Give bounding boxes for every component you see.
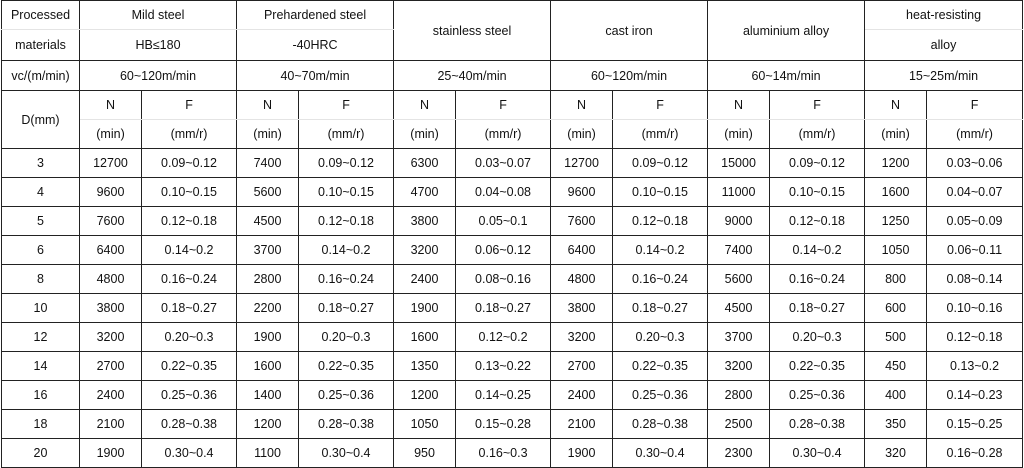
feed-value: 0.28~0.38 xyxy=(613,410,708,439)
feed-value: 0.18~0.27 xyxy=(299,294,394,323)
spindle-speed-value: 9600 xyxy=(80,178,142,207)
spindle-speed-value: 350 xyxy=(865,410,927,439)
cutting-speed-value: 60~14m/min xyxy=(708,61,865,91)
cutting-speed-value: 60~120m/min xyxy=(80,61,237,91)
feed-value: 0.12~0.18 xyxy=(927,323,1023,352)
feed-value: 0.14~0.2 xyxy=(299,236,394,265)
spindle-speed-value: 3700 xyxy=(237,236,299,265)
diameter-value: 12 xyxy=(2,323,80,352)
spindle-speed-value: 4800 xyxy=(80,265,142,294)
spindle-speed-label: N xyxy=(394,91,456,120)
spindle-speed-value: 2100 xyxy=(80,410,142,439)
feed-value: 0.16~0.24 xyxy=(142,265,237,294)
spindle-speed-value: 450 xyxy=(865,352,927,381)
spindle-speed-unit: (min) xyxy=(237,120,299,149)
feed-label: F xyxy=(456,91,551,120)
feed-value: 0.12~0.18 xyxy=(299,207,394,236)
material-grade: -40HRC xyxy=(237,30,394,61)
spindle-speed-value: 4500 xyxy=(237,207,299,236)
spindle-speed-value: 3200 xyxy=(551,323,613,352)
material-name: heat-resisting xyxy=(865,1,1023,30)
feed-value: 0.09~0.12 xyxy=(770,149,865,178)
spindle-speed-value: 1250 xyxy=(865,207,927,236)
spindle-speed-value: 1900 xyxy=(394,294,456,323)
spindle-speed-value: 2500 xyxy=(708,410,770,439)
feed-value: 0.03~0.07 xyxy=(456,149,551,178)
header-row-column-labels xyxy=(2,91,1023,120)
table-row xyxy=(2,381,1023,410)
spindle-speed-value: 2300 xyxy=(708,439,770,468)
spindle-speed-label: N xyxy=(865,91,927,120)
feed-unit: (mm/r) xyxy=(456,120,551,149)
feed-value: 0.08~0.16 xyxy=(456,265,551,294)
spindle-speed-unit: (min) xyxy=(80,120,142,149)
feed-value: 0.16~0.24 xyxy=(613,265,708,294)
feed-unit: (mm/r) xyxy=(142,120,237,149)
spindle-speed-value: 1200 xyxy=(394,381,456,410)
spindle-speed-value: 2400 xyxy=(80,381,142,410)
diameter-value: 18 xyxy=(2,410,80,439)
feed-value: 0.12~0.2 xyxy=(456,323,551,352)
spindle-speed-value: 2400 xyxy=(394,265,456,294)
spindle-speed-value: 6400 xyxy=(551,236,613,265)
header-row-units xyxy=(2,120,1023,149)
feed-value: 0.04~0.07 xyxy=(927,178,1023,207)
spindle-speed-unit: (min) xyxy=(708,120,770,149)
material-name: Mild steel xyxy=(80,1,237,30)
feed-unit: (mm/r) xyxy=(770,120,865,149)
feed-value: 0.14~0.2 xyxy=(142,236,237,265)
header-row-cutting-speed xyxy=(2,61,1023,91)
spindle-speed-value: 800 xyxy=(865,265,927,294)
feed-value: 0.18~0.27 xyxy=(142,294,237,323)
spindle-speed-value: 2800 xyxy=(708,381,770,410)
feed-value: 0.16~0.28 xyxy=(927,439,1023,468)
spindle-speed-value: 3800 xyxy=(551,294,613,323)
spindle-speed-value: 600 xyxy=(865,294,927,323)
spindle-speed-value: 1200 xyxy=(865,149,927,178)
feed-value: 0.12~0.18 xyxy=(142,207,237,236)
spindle-speed-value: 950 xyxy=(394,439,456,468)
feed-value: 0.28~0.38 xyxy=(299,410,394,439)
feed-value: 0.09~0.12 xyxy=(613,149,708,178)
spindle-speed-value: 2100 xyxy=(551,410,613,439)
feed-value: 0.14~0.23 xyxy=(927,381,1023,410)
cutting-parameters-table xyxy=(1,0,1023,468)
feed-value: 0.08~0.14 xyxy=(927,265,1023,294)
feed-value: 0.30~0.4 xyxy=(142,439,237,468)
spindle-speed-value: 2400 xyxy=(551,381,613,410)
spindle-speed-value: 4700 xyxy=(394,178,456,207)
feed-value: 0.14~0.25 xyxy=(456,381,551,410)
spindle-speed-value: 1400 xyxy=(237,381,299,410)
spindle-speed-value: 2800 xyxy=(237,265,299,294)
feed-value: 0.16~0.24 xyxy=(770,265,865,294)
feed-value: 0.22~0.35 xyxy=(770,352,865,381)
feed-value: 0.25~0.36 xyxy=(142,381,237,410)
spindle-speed-label: N xyxy=(80,91,142,120)
spindle-speed-label: N xyxy=(551,91,613,120)
feed-unit: (mm/r) xyxy=(613,120,708,149)
spindle-speed-value: 1900 xyxy=(551,439,613,468)
diameter-value: 5 xyxy=(2,207,80,236)
spindle-speed-value: 1600 xyxy=(865,178,927,207)
feed-value: 0.30~0.4 xyxy=(613,439,708,468)
spindle-speed-value: 4800 xyxy=(551,265,613,294)
material-name: Prehardened steel xyxy=(237,1,394,30)
feed-value: 0.14~0.2 xyxy=(613,236,708,265)
spindle-speed-value: 500 xyxy=(865,323,927,352)
feed-label: F xyxy=(613,91,708,120)
feed-value: 0.25~0.36 xyxy=(770,381,865,410)
spindle-speed-value: 320 xyxy=(865,439,927,468)
feed-value: 0.13~0.2 xyxy=(927,352,1023,381)
feed-value: 0.10~0.15 xyxy=(142,178,237,207)
diameter-label: D(mm) xyxy=(2,91,80,149)
spindle-speed-value: 1350 xyxy=(394,352,456,381)
spindle-speed-unit: (min) xyxy=(865,120,927,149)
spindle-speed-value: 9600 xyxy=(551,178,613,207)
feed-value: 0.22~0.35 xyxy=(299,352,394,381)
spindle-speed-value: 1900 xyxy=(80,439,142,468)
table-row xyxy=(2,439,1023,468)
diameter-value: 10 xyxy=(2,294,80,323)
table-row xyxy=(2,149,1023,178)
diameter-value: 8 xyxy=(2,265,80,294)
feed-value: 0.13~0.22 xyxy=(456,352,551,381)
table-row xyxy=(2,236,1023,265)
spindle-speed-value: 3800 xyxy=(80,294,142,323)
feed-value: 0.20~0.3 xyxy=(142,323,237,352)
diameter-value: 16 xyxy=(2,381,80,410)
spindle-speed-value: 4500 xyxy=(708,294,770,323)
materials-label: materials xyxy=(2,30,80,61)
feed-label: F xyxy=(299,91,394,120)
spindle-speed-value: 7600 xyxy=(551,207,613,236)
table-row xyxy=(2,265,1023,294)
cutting-speed-value: 15~25m/min xyxy=(865,61,1023,91)
feed-value: 0.16~0.24 xyxy=(299,265,394,294)
feed-value: 0.28~0.38 xyxy=(770,410,865,439)
feed-value: 0.22~0.35 xyxy=(613,352,708,381)
cutting-speed-value: 40~70m/min xyxy=(237,61,394,91)
spindle-speed-value: 15000 xyxy=(708,149,770,178)
feed-unit: (mm/r) xyxy=(927,120,1023,149)
spindle-speed-value: 5600 xyxy=(237,178,299,207)
diameter-value: 20 xyxy=(2,439,80,468)
spindle-speed-value: 5600 xyxy=(708,265,770,294)
spindle-speed-value: 400 xyxy=(865,381,927,410)
feed-value: 0.05~0.1 xyxy=(456,207,551,236)
spindle-speed-unit: (min) xyxy=(394,120,456,149)
spindle-speed-value: 3200 xyxy=(80,323,142,352)
spindle-speed-value: 6400 xyxy=(80,236,142,265)
feed-value: 0.06~0.11 xyxy=(927,236,1023,265)
feed-label: F xyxy=(770,91,865,120)
feed-label: F xyxy=(142,91,237,120)
table-row xyxy=(2,410,1023,439)
spindle-speed-value: 1600 xyxy=(394,323,456,352)
feed-value: 0.06~0.12 xyxy=(456,236,551,265)
feed-value: 0.28~0.38 xyxy=(142,410,237,439)
table-row xyxy=(2,294,1023,323)
cutting-speed-value: 25~40m/min xyxy=(394,61,551,91)
spindle-speed-value: 3200 xyxy=(394,236,456,265)
feed-value: 0.22~0.35 xyxy=(142,352,237,381)
spindle-speed-label: N xyxy=(237,91,299,120)
feed-value: 0.18~0.27 xyxy=(613,294,708,323)
feed-value: 0.10~0.15 xyxy=(613,178,708,207)
processed-label: Processed xyxy=(2,1,80,30)
table-row xyxy=(2,207,1023,236)
cutting-speed-value: 60~120m/min xyxy=(551,61,708,91)
feed-value: 0.20~0.3 xyxy=(299,323,394,352)
feed-value: 0.10~0.15 xyxy=(770,178,865,207)
feed-value: 0.16~0.3 xyxy=(456,439,551,468)
feed-value: 0.18~0.27 xyxy=(770,294,865,323)
feed-value: 0.15~0.28 xyxy=(456,410,551,439)
feed-value: 0.09~0.12 xyxy=(142,149,237,178)
feed-value: 0.20~0.3 xyxy=(613,323,708,352)
feed-value: 0.20~0.3 xyxy=(770,323,865,352)
spindle-speed-unit: (min) xyxy=(551,120,613,149)
spindle-speed-value: 2200 xyxy=(237,294,299,323)
material-grade: alloy xyxy=(865,30,1023,61)
spindle-speed-value: 1600 xyxy=(237,352,299,381)
feed-value: 0.03~0.06 xyxy=(927,149,1023,178)
material-name: cast iron xyxy=(551,1,708,61)
spindle-speed-value: 1900 xyxy=(237,323,299,352)
spindle-speed-value: 3200 xyxy=(708,352,770,381)
spindle-speed-value: 1100 xyxy=(237,439,299,468)
feed-value: 0.04~0.08 xyxy=(456,178,551,207)
material-grade: HB≤180 xyxy=(80,30,237,61)
spindle-speed-value: 3800 xyxy=(394,207,456,236)
data-rows xyxy=(2,149,1023,468)
feed-value: 0.25~0.36 xyxy=(299,381,394,410)
feed-value: 0.12~0.18 xyxy=(613,207,708,236)
spindle-speed-value: 2700 xyxy=(551,352,613,381)
feed-value: 0.14~0.2 xyxy=(770,236,865,265)
table-row xyxy=(2,352,1023,381)
table-row xyxy=(2,323,1023,352)
spindle-speed-value: 7600 xyxy=(80,207,142,236)
spindle-speed-value: 7400 xyxy=(237,149,299,178)
material-name: stainless steel xyxy=(394,1,551,61)
spindle-speed-value: 6300 xyxy=(394,149,456,178)
feed-value: 0.25~0.36 xyxy=(613,381,708,410)
spindle-speed-value: 12700 xyxy=(551,149,613,178)
diameter-value: 4 xyxy=(2,178,80,207)
header-row-material-names xyxy=(2,1,1023,30)
feed-value: 0.12~0.18 xyxy=(770,207,865,236)
feed-value: 0.10~0.15 xyxy=(299,178,394,207)
feed-value: 0.09~0.12 xyxy=(299,149,394,178)
spindle-speed-value: 12700 xyxy=(80,149,142,178)
spindle-speed-value: 1200 xyxy=(237,410,299,439)
table-row xyxy=(2,178,1023,207)
spindle-speed-value: 3700 xyxy=(708,323,770,352)
feed-value: 0.05~0.09 xyxy=(927,207,1023,236)
spindle-speed-value: 1050 xyxy=(394,410,456,439)
spindle-speed-label: N xyxy=(708,91,770,120)
diameter-value: 3 xyxy=(2,149,80,178)
feed-value: 0.15~0.25 xyxy=(927,410,1023,439)
material-name: aluminium alloy xyxy=(708,1,865,61)
spindle-speed-value: 1050 xyxy=(865,236,927,265)
diameter-value: 14 xyxy=(2,352,80,381)
spindle-speed-value: 7400 xyxy=(708,236,770,265)
feed-label: F xyxy=(927,91,1023,120)
diameter-value: 6 xyxy=(2,236,80,265)
feed-value: 0.30~0.4 xyxy=(770,439,865,468)
feed-value: 0.10~0.16 xyxy=(927,294,1023,323)
spindle-speed-value: 2700 xyxy=(80,352,142,381)
feed-value: 0.30~0.4 xyxy=(299,439,394,468)
feed-unit: (mm/r) xyxy=(299,120,394,149)
feed-value: 0.18~0.27 xyxy=(456,294,551,323)
spindle-speed-value: 11000 xyxy=(708,178,770,207)
cutting-speed-label: vc/(m/min) xyxy=(2,61,80,91)
spindle-speed-value: 9000 xyxy=(708,207,770,236)
